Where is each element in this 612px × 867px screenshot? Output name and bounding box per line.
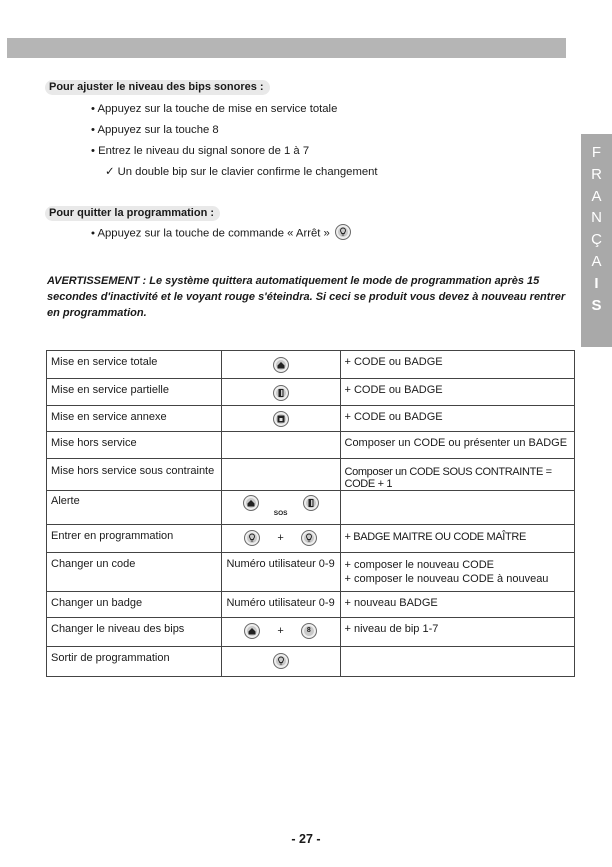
stop-key-icon [273, 653, 289, 669]
keys-cell [221, 432, 340, 459]
keys-cell [221, 406, 340, 432]
plus-sign: + [277, 532, 284, 544]
action-cell: Alerte [47, 491, 222, 525]
stop-key-icon [335, 224, 351, 240]
partial-key-icon [273, 385, 289, 401]
table-row [47, 618, 575, 647]
bullet-item [91, 227, 351, 240]
sos-label: SOS [273, 510, 288, 517]
section-heading-quit: Pour quitter la programmation : [45, 206, 220, 221]
header-bar [7, 38, 566, 58]
action-cell: Mise hors service [47, 432, 222, 459]
bullet-text: • Appuyez sur la touche de commande « Arrêt » [91, 227, 330, 240]
table-row [47, 647, 575, 677]
lang-letter: I [594, 274, 599, 292]
action-cell: Entrer en programmation [47, 525, 222, 553]
section-heading-beeps: Pour ajuster le niveau des bips sonores : [45, 80, 270, 95]
keys-cell [221, 459, 340, 491]
lang-letter: R [591, 165, 602, 183]
key-label: 8 [306, 627, 311, 634]
warning-text: AVERTISSEMENT : Le système quittera automatiquement le mode de programmation après 15 secondes d'inactivité et le voyant rouge s'éteindra. Si ceci se produit vous devez à nouveau rentrer en programmation. [47, 275, 566, 319]
result-cell: + nouveau BADGE [340, 592, 575, 618]
action-cell: Mise en service annexe [47, 406, 222, 432]
keys-cell [221, 379, 340, 406]
result-cell [340, 647, 575, 677]
result-cell: + CODE ou BADGE [340, 351, 575, 379]
lang-letter: Ç [591, 231, 602, 249]
table-row [47, 459, 575, 491]
action-cell: Mise en service totale [47, 351, 222, 379]
result-cell: Composer un CODE SOUS CONTRAINTE = CODE + 1 [340, 459, 575, 491]
command-table [46, 350, 575, 677]
result-cell: + BADGE MAITRE OU CODE MAÎTRE [340, 525, 575, 553]
bullet-item: • Appuyez sur la touche 8 [91, 124, 219, 136]
action-cell: Mise hors service sous contrainte [47, 459, 222, 491]
home-key-icon [244, 623, 260, 639]
lang-letter: F [591, 144, 602, 161]
digit-8-key-icon [301, 623, 317, 639]
page-number: - 27 - [291, 832, 321, 846]
result-cell: + CODE ou BADGE [340, 406, 575, 432]
keys-cell [221, 351, 340, 379]
language-tab [581, 134, 612, 347]
lang-letter: N [591, 209, 602, 227]
keys-cell [221, 525, 340, 553]
plus-sign: + [277, 625, 284, 637]
home-key-icon [273, 357, 289, 373]
bullet-item: • Entrez le niveau du signal sonore de 1 à 7 [91, 145, 310, 157]
partial-key-icon [303, 495, 319, 511]
action-cell: Changer un badge [47, 592, 222, 618]
keys-cell [221, 647, 340, 677]
table-row [47, 406, 575, 432]
table-row [47, 592, 575, 618]
table-row [47, 525, 575, 553]
table-row [47, 432, 575, 459]
table-row [47, 351, 575, 379]
lang-letter: A [591, 252, 602, 270]
home-key-icon [243, 495, 259, 511]
result-line: + composer le nouveau CODE [344, 559, 494, 571]
result-cell: + niveau de bip 1-7 [340, 618, 575, 647]
result-cell: Composer un CODE ou présenter un BADGE [340, 432, 575, 459]
stop-key-icon [244, 530, 260, 546]
lang-letter: S [591, 296, 602, 314]
annex-key-icon [273, 411, 289, 427]
action-cell: Sortir de programmation [47, 647, 222, 677]
result-cell: + CODE ou BADGE [340, 379, 575, 406]
check-item: ✓ Un double bip sur le clavier confirme le changement [105, 166, 378, 178]
result-line: + composer le nouveau CODE à nouveau [344, 573, 549, 585]
table-row [47, 379, 575, 406]
keys-cell [221, 491, 340, 525]
result-cell [340, 553, 575, 592]
action-cell: Changer le niveau des bips [47, 618, 222, 647]
keys-cell: Numéro utilisateur 0-9 [221, 592, 340, 618]
action-cell: Mise en service partielle [47, 379, 222, 406]
stop-key-icon [301, 530, 317, 546]
keys-cell [221, 618, 340, 647]
lang-letter: A [591, 187, 602, 205]
bullet-item: • Appuyez sur la touche de mise en service totale [91, 103, 338, 115]
action-cell: Changer un code [47, 553, 222, 592]
result-cell [340, 491, 575, 525]
keys-cell: Numéro utilisateur 0-9 [221, 553, 340, 592]
table-row [47, 491, 575, 525]
table-row [47, 553, 575, 592]
